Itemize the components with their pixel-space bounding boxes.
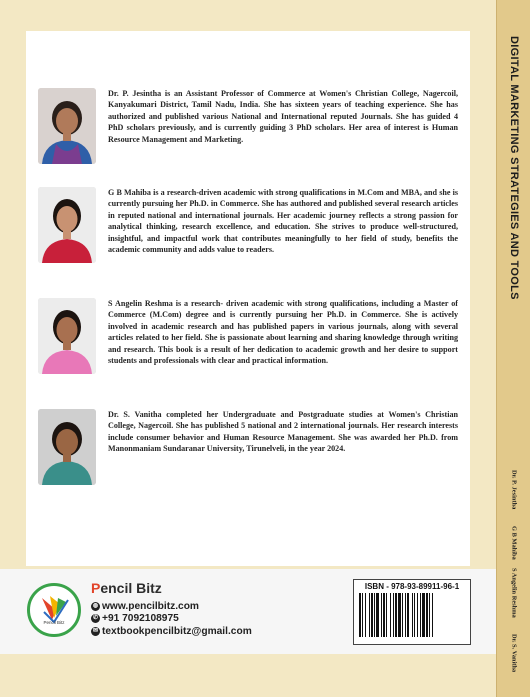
author-portrait-icon: [38, 187, 96, 263]
publisher-email[interactable]: [91, 626, 252, 637]
book-spine: [496, 0, 530, 697]
logo-caption: Pencil Bitz: [43, 620, 65, 625]
isbn-barcode: [353, 579, 471, 645]
spine-author: S Angelin Reshma: [510, 568, 518, 618]
author-portrait-icon: [38, 88, 96, 164]
publisher-phone[interactable]: [91, 613, 179, 624]
publisher-name-rest: encil Bitz: [100, 580, 162, 596]
author-bio: Dr. S. Vanitha completed her Undergraduate and Postgraduate studies at Women's Christian College, Nagercoil. She has published 5 national and 2 international journals. Her research interests include consumer behavior and Human Resource Management. She was awarded her Ph.D. from Manonmaniam Sundaranar University, Tirunelveli, in the year 2024.: [108, 410, 458, 454]
author-photo: [38, 298, 96, 374]
publisher-logo: [27, 583, 81, 637]
publisher-website[interactable]: [91, 601, 199, 612]
website-text: www.pencilbitz.com: [102, 601, 199, 612]
pencil-logo-icon: [30, 586, 78, 634]
email-text: textbookpencilbitz@gmail.com: [102, 626, 252, 637]
spine-author: Dr. S. Vanitha: [510, 634, 518, 673]
phone-icon: ✆: [92, 615, 99, 621]
author-bio: G B Mahiba is a research-driven academic with strong qualifications in M.Com and MBA, and she is currently pursuing her Ph.D. in Commerce. She has authored and published several research articles in reputed national and international journals. Her academic journey reflects a strong passion for analytical thinking, research excellence, and education. She strives to produce well-structured, insightful, and impactful work that contributes meaningfully to her field of study, benefits the academic community and adds value to readers.: [108, 188, 458, 255]
author-portrait-icon: [38, 409, 96, 485]
spine-author: G B Mahiba: [510, 526, 518, 560]
globe-icon: ◍: [92, 603, 99, 609]
author-portrait-icon: [38, 298, 96, 374]
author-bio: Dr. P. Jesintha is an Assistant Professor of Commerce at Women's Christian College, Nagercoil, Kanyakumari District, Tamil Nadu, India. She has sixteen years of teaching experience. She has authorized and published various National and International reputed Journals. She has guided 4 PhD scholars previously, and is currently guiding 3 PhD scholars. Her area of interest is Human Resource Management and Marketing.: [108, 89, 458, 144]
author-info-panel: [26, 31, 470, 566]
phone-text: +91 7092108975: [102, 613, 179, 624]
email-icon: ✉: [92, 628, 99, 634]
isbn-number: ISBN - 978-93-89911-96-1: [364, 582, 460, 591]
publisher-name-initial: P: [91, 580, 101, 596]
barcode-icon: [359, 593, 465, 641]
spine-title: DIGITAL MARKETING STRATEGIES AND TOOLS: [508, 36, 520, 300]
spine-author: Dr. P. Jesintha: [510, 470, 518, 510]
author-bio: S Angelin Reshma is a research- driven academic with strong qualifications, including a Master of Commerce (M.Com) degree and is currently pursuing her Ph.D. in Commerce. She is actively involved in academic research and has published papers in various journals, along with several articles related to her field. She is passionate about learning and sharing knowledge through writing and research. This book is a result of her dedication to academic growth and her desire to support students and professionals with clear and practical information.: [108, 299, 458, 366]
publisher-name: [91, 580, 162, 596]
publisher-footer: [0, 569, 496, 654]
author-photo: [38, 88, 96, 164]
author-photo: [38, 187, 96, 263]
author-photo: [38, 409, 96, 485]
